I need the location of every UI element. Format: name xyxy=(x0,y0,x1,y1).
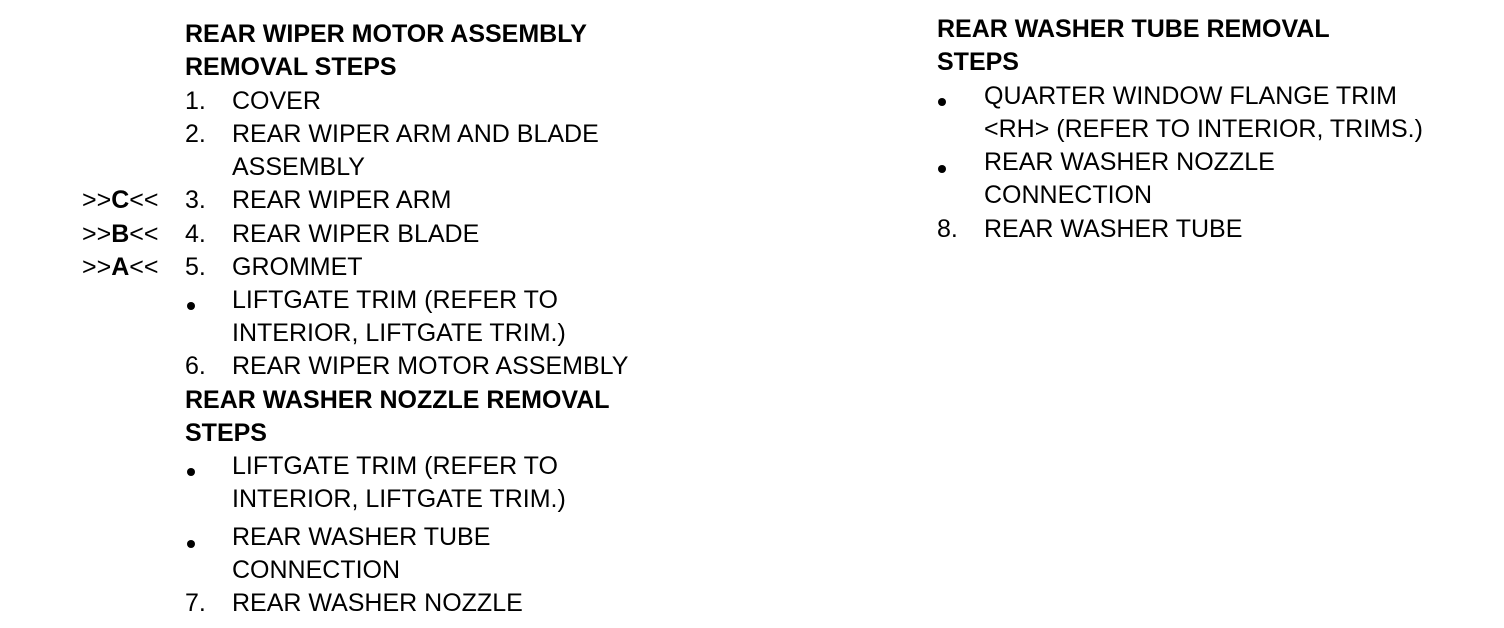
section-title: REAR WASHER NOZZLE REMOVAL xyxy=(185,386,610,414)
step-number: 6. xyxy=(185,352,206,380)
bullet-icon xyxy=(938,165,946,173)
step-label: REAR WIPER BLADE xyxy=(232,220,480,248)
bullet-icon xyxy=(187,468,195,476)
step-number: 1. xyxy=(185,87,206,115)
step-number: 7. xyxy=(185,589,206,617)
step-number: 5. xyxy=(185,253,206,281)
bullet-icon xyxy=(187,302,195,310)
step-label: REAR WASHER TUBE xyxy=(984,215,1243,243)
step-label: REAR WIPER ARM AND BLADE xyxy=(232,120,599,148)
step-label: GROMMET xyxy=(232,253,363,281)
section-title: REMOVAL STEPS xyxy=(185,53,397,81)
procedure-marker-a: >>A<< xyxy=(82,253,159,281)
step-number: 4. xyxy=(185,220,206,248)
step-number: 3. xyxy=(185,186,206,214)
step-label: <RH> (REFER TO INTERIOR, TRIMS.) xyxy=(984,115,1423,143)
step-label: CONNECTION xyxy=(232,556,401,584)
step-number: 8. xyxy=(937,215,958,243)
step-label: QUARTER WINDOW FLANGE TRIM xyxy=(984,82,1397,110)
section-title: REAR WASHER TUBE REMOVAL xyxy=(937,15,1330,43)
step-label: REAR WASHER NOZZLE xyxy=(232,589,523,617)
step-label: REAR WASHER NOZZLE xyxy=(984,148,1275,176)
step-label: INTERIOR, LIFTGATE TRIM.) xyxy=(232,485,566,513)
bullet-icon xyxy=(938,98,946,106)
step-label: CONNECTION xyxy=(984,181,1153,209)
step-label: ASSEMBLY xyxy=(232,153,365,181)
step-label: REAR WASHER TUBE xyxy=(232,523,491,551)
step-label: COVER xyxy=(232,87,321,115)
step-label: LIFTGATE TRIM (REFER TO xyxy=(232,286,558,314)
step-number: 2. xyxy=(185,120,206,148)
section-title: REAR WIPER MOTOR ASSEMBLY xyxy=(185,20,587,48)
section-title: STEPS xyxy=(937,48,1019,76)
section-title: STEPS xyxy=(185,419,267,447)
step-label: REAR WIPER MOTOR ASSEMBLY xyxy=(232,352,629,380)
bullet-icon xyxy=(187,540,195,548)
procedure-marker-b: >>B<< xyxy=(82,220,159,248)
step-label: INTERIOR, LIFTGATE TRIM.) xyxy=(232,319,566,347)
step-label: LIFTGATE TRIM (REFER TO xyxy=(232,452,558,480)
procedure-marker-c: >>C<< xyxy=(82,186,159,214)
step-label: REAR WIPER ARM xyxy=(232,186,452,214)
